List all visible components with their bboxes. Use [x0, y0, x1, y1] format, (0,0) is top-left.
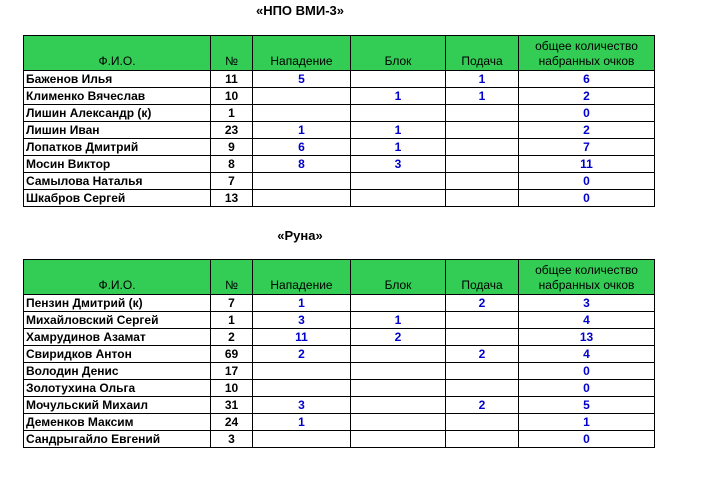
- attack-points-cell: 1: [253, 295, 351, 312]
- total-points-cell: 0: [519, 380, 655, 397]
- total-points-cell: 3: [519, 295, 655, 312]
- player-name-cell: Шкабров Сергей: [24, 190, 211, 207]
- player-number-cell: 3: [211, 431, 253, 448]
- player-name-cell: Лишин Иван: [24, 122, 211, 139]
- total-points-cell: 2: [519, 88, 655, 105]
- serve-points-cell: 1: [446, 88, 519, 105]
- header-total: общее количество набранных очков: [519, 36, 655, 71]
- serve-points-cell: 2: [446, 397, 519, 414]
- player-number-cell: 1: [211, 312, 253, 329]
- block-points-cell: [351, 346, 446, 363]
- player-name-cell: Свиридков Антон: [24, 346, 211, 363]
- attack-points-cell: 1: [253, 122, 351, 139]
- player-number-cell: 23: [211, 122, 253, 139]
- header-block: Блок: [351, 260, 446, 295]
- block-points-cell: [351, 105, 446, 122]
- team-title: «НПО ВМИ-3»: [255, 3, 345, 18]
- table-row: [24, 139, 655, 156]
- table-row: [24, 88, 655, 105]
- attack-points-cell: [253, 88, 351, 105]
- table-row: [24, 346, 655, 363]
- block-points-cell: [351, 431, 446, 448]
- block-points-cell: 3: [351, 156, 446, 173]
- attack-points-cell: [253, 431, 351, 448]
- player-number-cell: 7: [211, 173, 253, 190]
- player-number-cell: 31: [211, 397, 253, 414]
- player-number-cell: 8: [211, 156, 253, 173]
- table-header-row: [24, 260, 655, 295]
- table-row: [24, 414, 655, 431]
- header-number: №: [211, 260, 253, 295]
- table-body: [24, 295, 655, 448]
- total-points-cell: 0: [519, 363, 655, 380]
- serve-points-cell: [446, 363, 519, 380]
- table-row: [24, 71, 655, 88]
- table-row: [24, 312, 655, 329]
- team-stats-table: [23, 35, 655, 207]
- serve-points-cell: 2: [446, 295, 519, 312]
- team-title: «Руна»: [277, 228, 323, 243]
- attack-points-cell: [253, 105, 351, 122]
- total-points-cell: 0: [519, 190, 655, 207]
- player-name-cell: Лишин Александр (к): [24, 105, 211, 122]
- serve-points-cell: 2: [446, 346, 519, 363]
- total-points-cell: 2: [519, 122, 655, 139]
- table-row: [24, 190, 655, 207]
- attack-points-cell: [253, 190, 351, 207]
- total-points-cell: 7: [519, 139, 655, 156]
- player-name-cell: Баженов Илья: [24, 71, 211, 88]
- total-points-cell: 4: [519, 312, 655, 329]
- total-points-cell: 1: [519, 414, 655, 431]
- block-points-cell: [351, 414, 446, 431]
- attack-points-cell: [253, 173, 351, 190]
- block-points-cell: 1: [351, 139, 446, 156]
- serve-points-cell: [446, 139, 519, 156]
- serve-points-cell: [446, 122, 519, 139]
- block-points-cell: [351, 71, 446, 88]
- table-row: [24, 363, 655, 380]
- player-number-cell: 1: [211, 105, 253, 122]
- attack-points-cell: [253, 363, 351, 380]
- player-number-cell: 13: [211, 190, 253, 207]
- serve-points-cell: [446, 156, 519, 173]
- table-row: [24, 295, 655, 312]
- serve-points-cell: [446, 414, 519, 431]
- block-points-cell: [351, 173, 446, 190]
- serve-points-cell: 1: [446, 71, 519, 88]
- block-points-cell: [351, 363, 446, 380]
- block-points-cell: [351, 295, 446, 312]
- player-name-cell: Володин Денис: [24, 363, 211, 380]
- attack-points-cell: 8: [253, 156, 351, 173]
- player-number-cell: 11: [211, 71, 253, 88]
- header-block: Блок: [351, 36, 446, 71]
- player-name-cell: Лопатков Дмитрий: [24, 139, 211, 156]
- table-row: [24, 105, 655, 122]
- table-body: [24, 71, 655, 207]
- team-stats-table: [23, 259, 655, 448]
- player-number-cell: 69: [211, 346, 253, 363]
- header-attack: Нападение: [253, 260, 351, 295]
- header-serve: Подача: [446, 36, 519, 71]
- attack-points-cell: 2: [253, 346, 351, 363]
- header-name: Ф.И.О.: [24, 36, 211, 71]
- serve-points-cell: [446, 431, 519, 448]
- header-total: общее количество набранных очков: [519, 260, 655, 295]
- total-points-cell: 0: [519, 431, 655, 448]
- total-points-cell: 11: [519, 156, 655, 173]
- block-points-cell: 1: [351, 312, 446, 329]
- serve-points-cell: [446, 329, 519, 346]
- table-row: [24, 380, 655, 397]
- player-name-cell: Сандрыгайло Евгений: [24, 431, 211, 448]
- total-points-cell: 4: [519, 346, 655, 363]
- total-points-cell: 6: [519, 71, 655, 88]
- player-number-cell: 17: [211, 363, 253, 380]
- player-name-cell: Мосин Виктор: [24, 156, 211, 173]
- header-attack: Нападение: [253, 36, 351, 71]
- player-name-cell: Пензин Дмитрий (к): [24, 295, 211, 312]
- serve-points-cell: [446, 173, 519, 190]
- serve-points-cell: [446, 380, 519, 397]
- serve-points-cell: [446, 312, 519, 329]
- total-points-cell: 13: [519, 329, 655, 346]
- table-row: [24, 156, 655, 173]
- serve-points-cell: [446, 190, 519, 207]
- block-points-cell: [351, 380, 446, 397]
- table-row: [24, 397, 655, 414]
- player-number-cell: 7: [211, 295, 253, 312]
- block-points-cell: 1: [351, 88, 446, 105]
- header-serve: Подача: [446, 260, 519, 295]
- table-header-row: [24, 36, 655, 71]
- block-points-cell: [351, 190, 446, 207]
- player-number-cell: 24: [211, 414, 253, 431]
- total-points-cell: 0: [519, 173, 655, 190]
- total-points-cell: 5: [519, 397, 655, 414]
- table-row: [24, 431, 655, 448]
- attack-points-cell: 11: [253, 329, 351, 346]
- player-number-cell: 10: [211, 380, 253, 397]
- total-points-cell: 0: [519, 105, 655, 122]
- header-number: №: [211, 36, 253, 71]
- player-number-cell: 9: [211, 139, 253, 156]
- block-points-cell: [351, 397, 446, 414]
- player-number-cell: 2: [211, 329, 253, 346]
- attack-points-cell: 1: [253, 414, 351, 431]
- attack-points-cell: 5: [253, 71, 351, 88]
- player-name-cell: Мочульский Михаил: [24, 397, 211, 414]
- header-name: Ф.И.О.: [24, 260, 211, 295]
- serve-points-cell: [446, 105, 519, 122]
- player-number-cell: 10: [211, 88, 253, 105]
- player-name-cell: Деменков Максим: [24, 414, 211, 431]
- table-row: [24, 329, 655, 346]
- table-row: [24, 122, 655, 139]
- block-points-cell: 1: [351, 122, 446, 139]
- player-name-cell: Хамрудинов Азамат: [24, 329, 211, 346]
- player-name-cell: Золотухина Ольга: [24, 380, 211, 397]
- player-name-cell: Михайловский Сергей: [24, 312, 211, 329]
- attack-points-cell: [253, 380, 351, 397]
- attack-points-cell: 3: [253, 312, 351, 329]
- player-name-cell: Клименко Вячеслав: [24, 88, 211, 105]
- block-points-cell: 2: [351, 329, 446, 346]
- player-name-cell: Самылова Наталья: [24, 173, 211, 190]
- table-row: [24, 173, 655, 190]
- attack-points-cell: 6: [253, 139, 351, 156]
- attack-points-cell: 3: [253, 397, 351, 414]
